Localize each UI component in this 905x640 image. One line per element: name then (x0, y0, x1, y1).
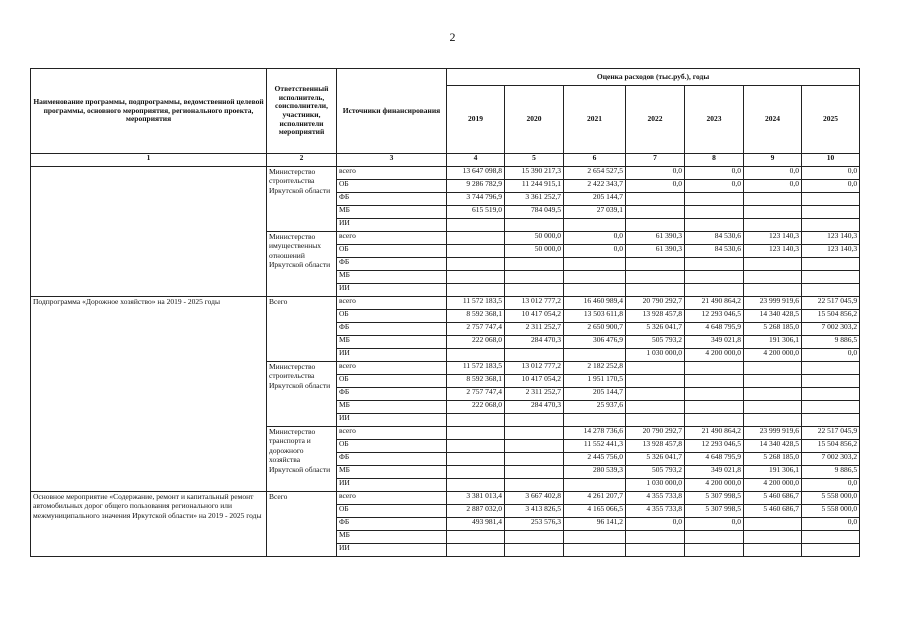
value-cell: 615 519,0 (447, 206, 505, 219)
source-cell: ОБ (337, 180, 447, 193)
value-cell: 123 140,3 (802, 245, 860, 258)
source-cell: всего (337, 362, 447, 375)
column-number: 4 (447, 154, 505, 167)
value-cell: 11 244 915,1 (505, 180, 564, 193)
value-cell: 0,0 (744, 180, 802, 193)
value-cell (626, 193, 685, 206)
value-cell (744, 518, 802, 531)
value-cell: 12 293 046,5 (685, 310, 744, 323)
value-cell (447, 245, 505, 258)
source-cell: ОБ (337, 245, 447, 258)
value-cell (505, 479, 564, 492)
header-name: Наименование программы, подпрограммы, ведомственной целевой программы, основного мероприятия, регионального проекта, мероприятия (31, 69, 267, 154)
header-year: 2023 (685, 86, 744, 154)
value-cell: 84 530,6 (685, 245, 744, 258)
value-cell: 23 999 919,6 (744, 297, 802, 310)
value-cell (744, 193, 802, 206)
value-cell (685, 206, 744, 219)
value-cell: 20 790 292,7 (626, 297, 685, 310)
value-cell (685, 531, 744, 544)
source-cell: МБ (337, 401, 447, 414)
value-cell (802, 258, 860, 271)
header-estimate: Оценка расходов (тыс.руб.), годы (447, 69, 860, 86)
value-cell (447, 466, 505, 479)
value-cell: 50 000,0 (505, 245, 564, 258)
value-cell (447, 453, 505, 466)
value-cell: 284 470,3 (505, 336, 564, 349)
value-cell (564, 284, 626, 297)
value-cell: 306 476,9 (564, 336, 626, 349)
value-cell (564, 544, 626, 557)
value-cell (685, 544, 744, 557)
value-cell (802, 375, 860, 388)
value-cell: 205 144,7 (564, 193, 626, 206)
value-cell: 5 460 686,7 (744, 505, 802, 518)
value-cell (626, 414, 685, 427)
value-cell: 205 144,7 (564, 388, 626, 401)
value-cell (447, 479, 505, 492)
value-cell (447, 440, 505, 453)
value-cell: 0,0 (626, 180, 685, 193)
value-cell (685, 258, 744, 271)
source-cell: всего (337, 297, 447, 310)
value-cell: 13 503 611,8 (564, 310, 626, 323)
value-cell (744, 219, 802, 232)
header-sources: Источники финансирования (337, 69, 447, 154)
value-cell: 2 422 343,7 (564, 180, 626, 193)
value-cell (564, 258, 626, 271)
value-cell: 11 572 183,5 (447, 297, 505, 310)
value-cell (564, 531, 626, 544)
value-cell (564, 219, 626, 232)
value-cell (685, 284, 744, 297)
value-cell: 1 030 000,0 (626, 479, 685, 492)
value-cell: 349 021,8 (685, 336, 744, 349)
value-cell: 50 000,0 (505, 232, 564, 245)
value-cell (505, 466, 564, 479)
source-cell: МБ (337, 336, 447, 349)
responsible-cell: Министерство имущественных отношений Иркутской области (267, 232, 337, 297)
column-number: 8 (685, 154, 744, 167)
value-cell: 5 460 686,7 (744, 492, 802, 505)
value-cell (744, 258, 802, 271)
value-cell (744, 271, 802, 284)
column-number: 5 (505, 154, 564, 167)
responsible-cell: Всего (267, 297, 337, 362)
value-cell: 505 793,2 (626, 336, 685, 349)
value-cell: 123 140,3 (744, 232, 802, 245)
header-year: 2024 (744, 86, 802, 154)
value-cell: 3 413 826,5 (505, 505, 564, 518)
column-number: 1 (31, 154, 267, 167)
value-cell: 284 470,3 (505, 401, 564, 414)
value-cell (685, 219, 744, 232)
column-number: 2 (267, 154, 337, 167)
value-cell: 11 552 441,3 (564, 440, 626, 453)
value-cell: 13 647 098,8 (447, 167, 505, 180)
value-cell: 5 326 041,7 (626, 323, 685, 336)
value-cell (447, 258, 505, 271)
value-cell (505, 219, 564, 232)
value-cell: 253 576,3 (505, 518, 564, 531)
value-cell: 0,0 (685, 180, 744, 193)
responsible-cell: Министерство строительства Иркутской области (267, 362, 337, 427)
page-number: 2 (449, 30, 456, 44)
program-name-cell (31, 167, 267, 297)
table-row (31, 492, 860, 505)
header-year: 2022 (626, 86, 685, 154)
source-cell: ОБ (337, 440, 447, 453)
value-cell: 2 654 527,5 (564, 167, 626, 180)
value-cell (505, 349, 564, 362)
value-cell: 8 592 368,1 (447, 375, 505, 388)
responsible-cell: Министерство строительства Иркутской области (267, 167, 337, 232)
value-cell (505, 414, 564, 427)
value-cell (447, 284, 505, 297)
value-cell (626, 258, 685, 271)
value-cell (505, 531, 564, 544)
value-cell: 4 200 000,0 (685, 479, 744, 492)
value-cell: 9 286 782,9 (447, 180, 505, 193)
value-cell (744, 375, 802, 388)
value-cell (685, 271, 744, 284)
value-cell: 14 340 428,5 (744, 440, 802, 453)
value-cell: 191 306,1 (744, 466, 802, 479)
value-cell (626, 362, 685, 375)
column-number: 7 (626, 154, 685, 167)
value-cell: 22 517 045,9 (802, 297, 860, 310)
value-cell: 3 667 402,8 (505, 492, 564, 505)
value-cell (564, 349, 626, 362)
value-cell (802, 206, 860, 219)
value-cell: 13 928 457,8 (626, 440, 685, 453)
value-cell: 505 793,2 (626, 466, 685, 479)
source-cell: ОБ (337, 505, 447, 518)
value-cell (802, 271, 860, 284)
value-cell (447, 531, 505, 544)
value-cell: 15 504 856,2 (802, 310, 860, 323)
value-cell: 0,0 (626, 167, 685, 180)
value-cell: 4 165 066,5 (564, 505, 626, 518)
value-cell: 11 572 183,5 (447, 362, 505, 375)
value-cell: 23 999 919,6 (744, 427, 802, 440)
value-cell: 3 381 013,4 (447, 492, 505, 505)
value-cell (744, 284, 802, 297)
value-cell: 15 504 856,2 (802, 440, 860, 453)
value-cell (744, 531, 802, 544)
value-cell (802, 388, 860, 401)
value-cell: 16 460 989,4 (564, 297, 626, 310)
value-cell (564, 479, 626, 492)
column-number: 9 (744, 154, 802, 167)
value-cell (685, 414, 744, 427)
value-cell: 12 293 046,5 (685, 440, 744, 453)
program-name-cell: Подпрограмма «Дорожное хозяйство» на 2019 - 2025 годы (31, 297, 267, 492)
value-cell (744, 362, 802, 375)
value-cell (802, 414, 860, 427)
value-cell: 13 012 777,2 (505, 297, 564, 310)
source-cell: ОБ (337, 375, 447, 388)
value-cell (626, 388, 685, 401)
column-number: 6 (564, 154, 626, 167)
source-cell: ИИ (337, 349, 447, 362)
value-cell: 4 648 795,9 (685, 453, 744, 466)
source-cell: ИИ (337, 544, 447, 557)
value-cell: 25 937,6 (564, 401, 626, 414)
source-cell: ИИ (337, 479, 447, 492)
source-cell: ФБ (337, 323, 447, 336)
source-cell: МБ (337, 531, 447, 544)
value-cell: 21 490 864,2 (685, 427, 744, 440)
value-cell (802, 531, 860, 544)
source-cell: всего (337, 167, 447, 180)
value-cell: 21 490 864,2 (685, 297, 744, 310)
source-cell: ОБ (337, 310, 447, 323)
value-cell: 0,0 (802, 518, 860, 531)
value-cell: 280 539,3 (564, 466, 626, 479)
value-cell (626, 375, 685, 388)
source-cell: МБ (337, 206, 447, 219)
value-cell: 7 002 303,2 (802, 453, 860, 466)
value-cell (626, 271, 685, 284)
value-cell: 8 592 368,1 (447, 310, 505, 323)
value-cell: 349 021,8 (685, 466, 744, 479)
value-cell: 2 311 252,7 (505, 388, 564, 401)
source-cell: ФБ (337, 388, 447, 401)
value-cell: 2 311 252,7 (505, 323, 564, 336)
value-cell (685, 362, 744, 375)
value-cell: 4 200 000,0 (685, 349, 744, 362)
source-cell: ФБ (337, 258, 447, 271)
source-cell: ФБ (337, 518, 447, 531)
value-cell: 4 355 733,8 (626, 492, 685, 505)
value-cell: 222 068,0 (447, 401, 505, 414)
value-cell (505, 427, 564, 440)
value-cell: 0,0 (802, 349, 860, 362)
value-cell: 5 558 000,0 (802, 505, 860, 518)
header-year: 2019 (447, 86, 505, 154)
value-cell (505, 271, 564, 284)
value-cell: 4 200 000,0 (744, 349, 802, 362)
value-cell: 14 278 736,6 (564, 427, 626, 440)
value-cell: 4 200 000,0 (744, 479, 802, 492)
value-cell (447, 349, 505, 362)
value-cell: 27 039,1 (564, 206, 626, 219)
source-cell: всего (337, 492, 447, 505)
source-cell: ФБ (337, 193, 447, 206)
value-cell (744, 401, 802, 414)
value-cell (626, 206, 685, 219)
header-responsible: Ответственный исполнитель, соисполнители, участники, исполнители мероприятий (267, 69, 337, 154)
source-cell: МБ (337, 466, 447, 479)
value-cell: 5 326 041,7 (626, 453, 685, 466)
value-cell: 0,0 (626, 518, 685, 531)
value-cell (626, 544, 685, 557)
value-cell: 9 886,5 (802, 466, 860, 479)
value-cell: 1 030 000,0 (626, 349, 685, 362)
value-cell (802, 362, 860, 375)
value-cell: 2 650 900,7 (564, 323, 626, 336)
value-cell (626, 401, 685, 414)
value-cell (685, 193, 744, 206)
value-cell (505, 258, 564, 271)
value-cell: 2 757 747,4 (447, 388, 505, 401)
value-cell: 0,0 (685, 518, 744, 531)
budget-table (30, 68, 860, 557)
value-cell (802, 284, 860, 297)
value-cell: 0,0 (802, 479, 860, 492)
value-cell: 2 445 756,0 (564, 453, 626, 466)
value-cell: 15 390 217,3 (505, 167, 564, 180)
value-cell: 96 141,2 (564, 518, 626, 531)
value-cell: 123 140,3 (802, 232, 860, 245)
value-cell: 61 390,3 (626, 245, 685, 258)
value-cell: 13 012 777,2 (505, 362, 564, 375)
value-cell (505, 453, 564, 466)
value-cell (802, 219, 860, 232)
value-cell: 3 361 252,7 (505, 193, 564, 206)
value-cell (744, 206, 802, 219)
value-cell (447, 219, 505, 232)
source-cell: МБ (337, 271, 447, 284)
value-cell: 13 928 457,8 (626, 310, 685, 323)
source-cell: ИИ (337, 414, 447, 427)
value-cell: 191 306,1 (744, 336, 802, 349)
value-cell: 2 887 032,0 (447, 505, 505, 518)
value-cell: 0,0 (802, 167, 860, 180)
value-cell: 784 049,5 (505, 206, 564, 219)
value-cell: 0,0 (744, 167, 802, 180)
value-cell: 10 417 054,2 (505, 375, 564, 388)
value-cell: 14 340 428,5 (744, 310, 802, 323)
value-cell: 5 268 185,0 (744, 453, 802, 466)
value-cell (626, 284, 685, 297)
value-cell (447, 544, 505, 557)
value-cell (802, 193, 860, 206)
value-cell (447, 232, 505, 245)
value-cell (626, 531, 685, 544)
value-cell: 20 790 292,7 (626, 427, 685, 440)
header-year: 2025 (802, 86, 860, 154)
source-cell: ФБ (337, 453, 447, 466)
value-cell: 5 307 998,5 (685, 492, 744, 505)
responsible-cell: Всего (267, 492, 337, 557)
source-cell: ИИ (337, 284, 447, 297)
value-cell: 1 951 170,5 (564, 375, 626, 388)
value-cell (505, 544, 564, 557)
table-row (31, 167, 860, 180)
value-cell: 123 140,3 (744, 245, 802, 258)
header-year: 2020 (505, 86, 564, 154)
value-cell: 84 530,6 (685, 232, 744, 245)
value-cell: 9 886,5 (802, 336, 860, 349)
value-cell: 222 068,0 (447, 336, 505, 349)
responsible-cell: Министерство транспорта и дорожного хозяйства Иркутской области (267, 427, 337, 492)
value-cell (564, 414, 626, 427)
value-cell: 0,0 (564, 232, 626, 245)
value-cell: 0,0 (564, 245, 626, 258)
value-cell: 493 981,4 (447, 518, 505, 531)
value-cell (564, 271, 626, 284)
value-cell (744, 414, 802, 427)
program-name-cell: Основное мероприятие «Содержание, ремонт и капитальный ремонт автомобильных дорог общего пользования регионального или межмуниципального значения Иркутской области» на 2019 - 2025 годы (31, 492, 267, 557)
value-cell (744, 388, 802, 401)
value-cell: 5 307 998,5 (685, 505, 744, 518)
source-cell: всего (337, 232, 447, 245)
value-cell: 61 390,3 (626, 232, 685, 245)
value-cell: 7 002 303,2 (802, 323, 860, 336)
value-cell (802, 401, 860, 414)
value-cell: 5 268 185,0 (744, 323, 802, 336)
value-cell (802, 544, 860, 557)
value-cell: 2 757 747,4 (447, 323, 505, 336)
table-row (31, 297, 860, 310)
value-cell: 4 355 733,8 (626, 505, 685, 518)
value-cell (505, 284, 564, 297)
column-number: 10 (802, 154, 860, 167)
value-cell: 3 744 796,9 (447, 193, 505, 206)
value-cell: 4 648 795,9 (685, 323, 744, 336)
value-cell (447, 427, 505, 440)
value-cell: 10 417 054,2 (505, 310, 564, 323)
value-cell: 0,0 (802, 180, 860, 193)
value-cell (685, 401, 744, 414)
value-cell (685, 375, 744, 388)
value-cell (744, 544, 802, 557)
value-cell (505, 440, 564, 453)
value-cell: 4 261 207,7 (564, 492, 626, 505)
value-cell: 22 517 045,9 (802, 427, 860, 440)
value-cell (447, 271, 505, 284)
source-cell: всего (337, 427, 447, 440)
value-cell: 2 182 252,8 (564, 362, 626, 375)
value-cell: 5 558 000,0 (802, 492, 860, 505)
column-number: 3 (337, 154, 447, 167)
value-cell (626, 219, 685, 232)
source-cell: ИИ (337, 219, 447, 232)
value-cell: 0,0 (685, 167, 744, 180)
header-year: 2021 (564, 86, 626, 154)
value-cell (685, 388, 744, 401)
value-cell (447, 414, 505, 427)
